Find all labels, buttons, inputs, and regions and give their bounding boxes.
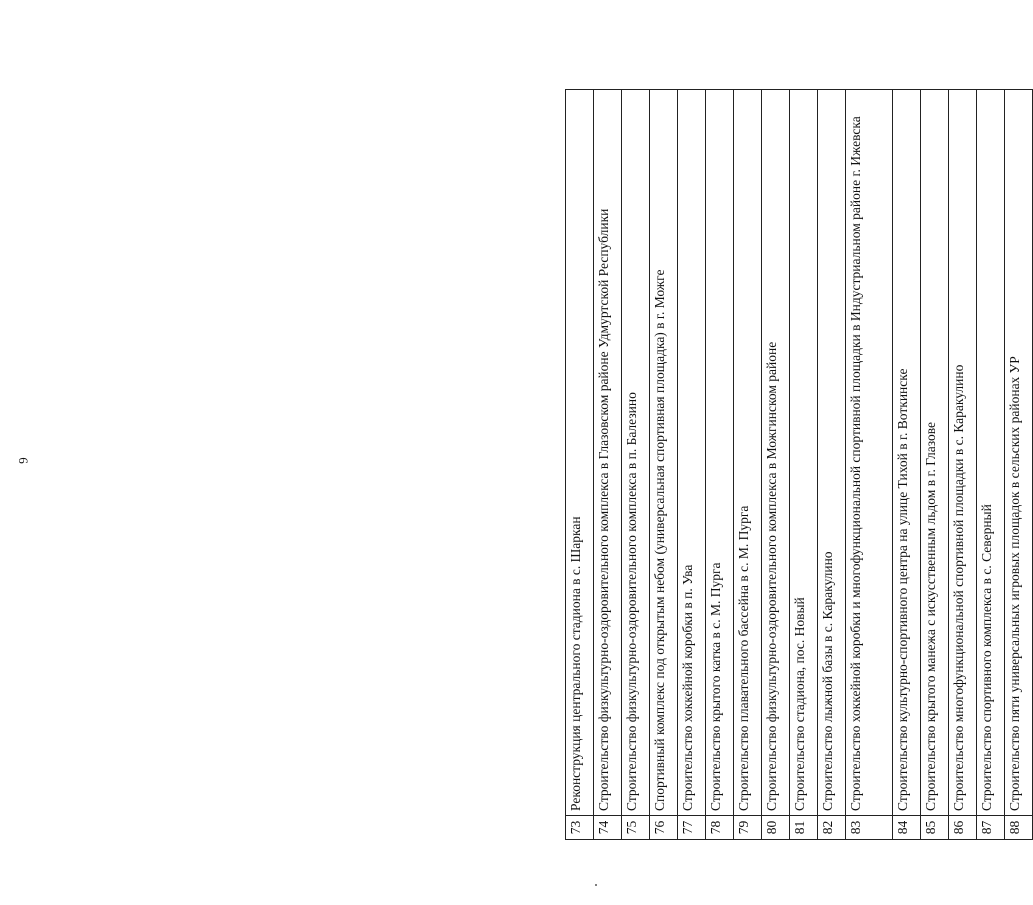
row-number: 77	[678, 816, 706, 840]
table-row	[650, 90, 678, 840]
row-text: Строительство крытого манежа с искусственным льдом в г. Глазове	[921, 90, 949, 816]
table-row	[893, 90, 921, 840]
table-row	[846, 90, 893, 840]
row-text: Строительство лыжной базы в с. Каракулино	[818, 90, 846, 816]
row-text: Строительство пяти универсальных игровых площадок в сельских районах УР	[1005, 90, 1033, 816]
row-number: 86	[949, 816, 977, 840]
row-number: 75	[622, 816, 650, 840]
table-row	[1005, 90, 1033, 840]
table-row	[818, 90, 846, 840]
row-text: Строительство хоккейной коробки и многофункциональной спортивной площадки в Индустриальном районе г. Ижевска	[846, 90, 893, 816]
table-row	[706, 90, 734, 840]
row-text: Строительство физкультурно-оздоровительного комплекса в Глазовском районе Удмуртской Республики	[594, 90, 622, 816]
table-row	[622, 90, 650, 840]
scan-speck	[595, 884, 597, 886]
row-number: 81	[790, 816, 818, 840]
table-row	[790, 90, 818, 840]
row-number: 88	[1005, 816, 1033, 840]
row-number: 79	[734, 816, 762, 840]
row-text: Строительство крытого катка в с. М. Пурга	[706, 90, 734, 816]
row-number: 73	[566, 816, 594, 840]
row-number: 82	[818, 816, 846, 840]
row-number: 80	[762, 816, 790, 840]
row-text: Строительство стадиона, пос. Новый	[790, 90, 818, 816]
objects-table	[565, 89, 1033, 840]
row-text: Реконструкция центрального стадиона в с. Шаркан	[566, 90, 594, 816]
row-text: Строительство многофункциональной спортивной площадки в с. Каракулино	[949, 90, 977, 816]
row-number: 84	[893, 816, 921, 840]
table-row	[762, 90, 790, 840]
row-text: Строительство физкультурно-оздоровительного комплекса в п. Балезино	[622, 90, 650, 816]
row-text: Строительство культурно-спортивного центра на улице Тихой в г. Воткинске	[893, 90, 921, 816]
row-number: 83	[846, 816, 893, 840]
rotated-table-container	[565, 90, 1025, 840]
row-number: 78	[706, 816, 734, 840]
table-row	[566, 90, 594, 840]
page-number: 6	[15, 457, 31, 464]
table-row	[921, 90, 949, 840]
row-number: 74	[594, 816, 622, 840]
row-text: Спортивный комплекс под открытым небом (универсальная спортивная площадка) в г. Можге	[650, 90, 678, 816]
table-row	[594, 90, 622, 840]
table-row	[949, 90, 977, 840]
row-text: Строительство плавательного бассейна в с. М. Пурга	[734, 90, 762, 816]
row-number: 76	[650, 816, 678, 840]
table-row	[734, 90, 762, 840]
row-text: Строительство физкультурно-оздоровительного комплекса в Можгинском районе	[762, 90, 790, 816]
row-number: 87	[977, 816, 1005, 840]
row-text: Строительство хоккейной коробки в п. Ува	[678, 90, 706, 816]
table-row	[678, 90, 706, 840]
row-text: Строительство спортивного комплекса в с. Северный	[977, 90, 1005, 816]
table-row	[977, 90, 1005, 840]
row-number: 85	[921, 816, 949, 840]
